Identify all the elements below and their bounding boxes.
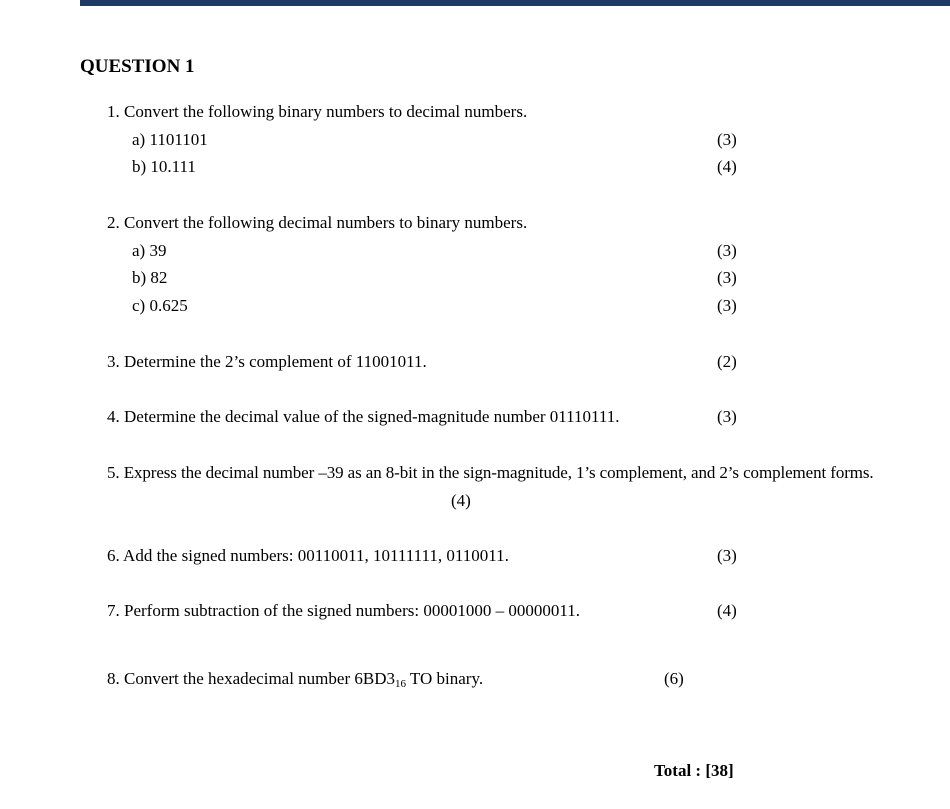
question-7-marks: (4)	[717, 601, 737, 620]
question-2b-marks: (3)	[717, 268, 737, 287]
page-title: QUESTION 1	[80, 56, 195, 77]
question-2-text: 2. Convert the following decimal numbers to binary numbers.	[107, 213, 528, 232]
question-1b-marks: (4)	[717, 157, 737, 176]
question-8-text	[107, 669, 483, 689]
question-2a-marks: (3)	[717, 241, 737, 260]
question-2b-label: b) 82	[132, 268, 168, 287]
question-3-marks: (2)	[717, 352, 737, 371]
question-6-marks: (3)	[717, 546, 737, 565]
question-1b-label: b) 10.111	[132, 157, 196, 176]
question-5-text: 5. Express the decimal number –39 as an 8-bit in the sign-magnitude, 1’s complement, and 2’s complement forms.	[107, 463, 874, 482]
question-4-marks: (3)	[717, 407, 737, 426]
question-7-text: 7. Perform subtraction of the signed numbers: 00001000 – 00000011.	[107, 601, 580, 620]
question-2c-label: c) 0.625	[132, 296, 188, 315]
question-2a-label: a) 39	[132, 241, 167, 260]
total-marks: Total : [38]	[654, 761, 734, 780]
question-1a-label: a) 1101101	[132, 130, 208, 149]
question-6-text: 6. Add the signed numbers: 00110011, 10111111, 0110011.	[107, 546, 509, 565]
question-8-marks: (6)	[664, 669, 684, 688]
top-bar	[80, 0, 950, 6]
question-2c-marks: (3)	[717, 296, 737, 315]
question-8-text-before: 8. Convert the hexadecimal number 6BD3	[107, 669, 395, 688]
question-3-text: 3. Determine the 2’s complement of 11001011.	[107, 352, 427, 371]
question-1a-marks: (3)	[717, 130, 737, 149]
question-1-text: 1. Convert the following binary numbers to decimal numbers.	[107, 102, 528, 121]
question-5-marks: (4)	[451, 491, 471, 510]
question-4-text: 4. Determine the decimal value of the signed-magnitude number 01110111.	[107, 407, 620, 426]
question-8-subscript: 16	[394, 678, 406, 690]
question-8-text-after: TO binary.	[405, 669, 484, 688]
